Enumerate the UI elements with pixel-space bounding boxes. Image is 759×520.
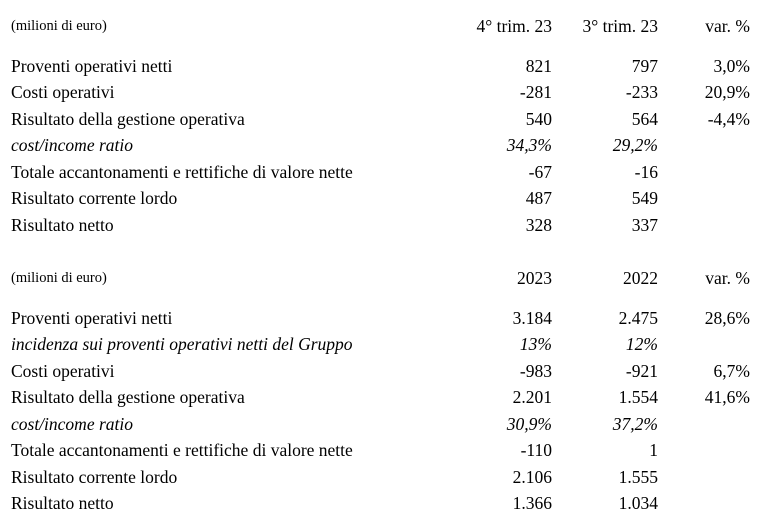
table-row (0, 53, 759, 80)
table-row (0, 106, 759, 133)
column-header: var. % (705, 16, 750, 36)
table-row (0, 358, 759, 385)
cell-value: -281 (519, 82, 552, 102)
annual-table (0, 265, 759, 517)
table-row (0, 411, 759, 438)
cell-value: 797 (631, 55, 658, 76)
cell-value: 2.106 (512, 466, 552, 487)
row-label: Risultato corrente lordo (11, 466, 178, 487)
row-label: Costi operativi (11, 82, 115, 102)
cell-value: 821 (525, 55, 552, 76)
table-header (0, 265, 759, 292)
cell-value: 30,9% (506, 413, 552, 434)
table-row (0, 79, 759, 106)
table-row (0, 437, 759, 464)
cell-value: -921 (625, 360, 658, 381)
row-label: Costi operativi (11, 360, 115, 381)
unit-label: (milioni di euro) (11, 270, 107, 286)
cell-value: 328 (525, 214, 552, 235)
row-label: cost/income ratio (11, 135, 133, 155)
cell-value: 2.201 (512, 387, 552, 407)
cell-value: -67 (528, 161, 552, 182)
cell-value: 564 (631, 108, 658, 129)
quarterly-table (0, 13, 759, 238)
cell-value: 34,3% (506, 135, 552, 155)
table-row (0, 159, 759, 186)
row-label: Risultato netto (11, 493, 114, 513)
cell-value: -110 (520, 440, 552, 460)
cell-value: 3,0% (713, 55, 750, 76)
cell-value: -16 (634, 161, 658, 182)
cell-value: 540 (525, 108, 552, 129)
table-row (0, 305, 759, 332)
cell-value: 2.475 (618, 307, 658, 328)
cell-value: 41,6% (704, 387, 750, 407)
table-row (0, 185, 759, 212)
cell-value: 37,2% (612, 413, 658, 434)
column-header: var. % (705, 268, 750, 288)
column-header: 3° trim. 23 (582, 16, 658, 36)
cell-value: 1 (649, 440, 658, 460)
table-row (0, 212, 759, 239)
row-label: Proventi operativi netti (11, 307, 173, 328)
table-row (0, 132, 759, 159)
cell-value: 6,7% (713, 360, 750, 381)
table-row (0, 331, 759, 358)
cell-value: 12% (625, 334, 658, 354)
cell-value: -233 (625, 82, 658, 102)
column-header: 2022 (623, 268, 658, 288)
cell-value: 20,9% (704, 82, 750, 102)
table-row (0, 464, 759, 491)
table-header (0, 13, 759, 40)
row-label: incidenza sui proventi operativi netti del Gruppo (11, 334, 353, 354)
column-header: 2023 (517, 268, 552, 288)
cell-value: 1.554 (618, 387, 658, 407)
row-label: Risultato della gestione operativa (11, 108, 245, 129)
row-label: Proventi operativi netti (11, 55, 173, 76)
cell-value: 1.366 (512, 493, 552, 513)
cell-value: 549 (631, 188, 658, 208)
column-header: 4° trim. 23 (476, 16, 552, 36)
cell-value: 29,2% (612, 135, 658, 155)
row-label: Risultato netto (11, 214, 114, 235)
cell-value: -4,4% (707, 108, 750, 129)
unit-label: (milioni di euro) (11, 18, 107, 34)
row-label: Totale accantonamenti e rettifiche di valore nette (11, 161, 353, 182)
table-row (0, 490, 759, 517)
cell-value: 1.034 (618, 493, 658, 513)
row-label: Totale accantonamenti e rettifiche di valore nette (11, 440, 353, 460)
row-label: Risultato della gestione operativa (11, 387, 245, 407)
cell-value: 337 (631, 214, 658, 235)
cell-value: 13% (519, 334, 552, 354)
row-label: Risultato corrente lordo (11, 188, 178, 208)
cell-value: 3.184 (512, 307, 552, 328)
row-label: cost/income ratio (11, 413, 133, 434)
cell-value: 487 (525, 188, 552, 208)
cell-value: -983 (519, 360, 552, 381)
table-row (0, 384, 759, 411)
cell-value: 1.555 (618, 466, 658, 487)
cell-value: 28,6% (704, 307, 750, 328)
